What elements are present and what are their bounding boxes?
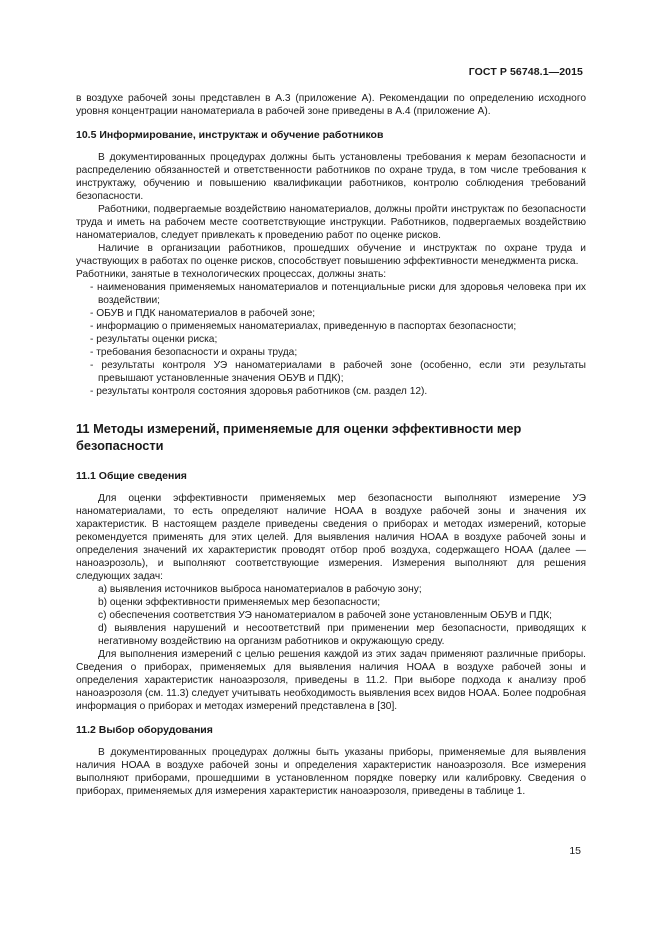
paragraph: В документированных процедурах должны быть указаны приборы, применяемые для выявления наличия НОАА в воздухе рабочей зоны и определения характеристик наноаэрозоля. Все измерения выполняют приборами, прошедшими в установленном порядке поверку или калибровку. Сведения о приборах, применяемых для измерения характеристик наноаэрозоля, приведены в таблице 1. [76, 747, 586, 797]
paragraph: В документированных процедурах должны быть установлены требования к мерам безопасности и распределению обязанностей и ответственности работников по охране труда, в том числе требования к инструктажу, обучению и повышению квалификации работников, контролю соблюдения требований безопасности. [76, 152, 586, 202]
list-item: а) выявления источников выброса наноматериалов в рабочую зону; [98, 584, 422, 595]
paragraph: Для оценки эффективности применяемых мер безопасности выполняют измерение УЭ наноматериалами, то есть определяют наличие НОАА в воздухе рабочей зоны и значения их характеристик. В настоящем разделе приведены сведения о приборах и методах измерений, которые рекомендуется применять для этих целей. Для выявления наличия НОАА в воздухе рабочей зоны и определения значений их характеристик проводят отбор проб воздуха, содержащего НОАА (далее — наноаэрозоль), и выполняют соответствующие измерения. Измерения выполняют для решения следующих задач: [76, 493, 586, 582]
list-item: - результаты контроля состояния здоровья работников (см. раздел 12). [90, 386, 428, 397]
list-item: - информацию о применяемых наноматериалах, приведенную в паспортах безопасности; [90, 321, 517, 332]
page-content [76, 92, 586, 798]
tasks-list [76, 583, 586, 648]
standard-header: ГОСТ Р 56748.1—2015 [468, 66, 583, 78]
section-10-5-heading: 10.5 Информирование, инструктаж и обучение работников [76, 129, 384, 141]
paragraph: Работники, занятые в технологических процессах, должны знать: [76, 269, 387, 280]
section-11-1-heading: 11.1 Общие сведения [76, 470, 187, 482]
paragraph: Для выполнения измерений с целью решения каждой из этих задач применяют различные приборы. Сведения о приборах, применяемых для выявления наличия НОАА в воздухе рабочей зоны и определения характеристик наноаэрозоля, приведены в 11.2. При выборе подхода к анализу проб наноаэрозоля (см. 11.3) следует учитывать необходимость выявления всех видов НОАА. Более подробная информация о приборах и методах измерений представлена в [30]. [76, 649, 586, 712]
list-item: - результаты контроля УЭ наноматериалами в рабочей зоне (особенно, если эти результаты превышают установленные значения ОБУВ и ПДК); [90, 360, 586, 384]
list-item: - требования безопасности и охраны труда; [90, 347, 298, 358]
section-11-heading: 11 Методы измерений, применяемые для оценки эффективности мер безопасности [76, 421, 522, 453]
list-item: b) оценки эффективности применяемых мер безопасности; [98, 597, 381, 608]
list-item: - результаты оценки риска; [90, 334, 218, 345]
list-item: - наименования применяемых наноматериалов и потенциальные риски для здоровья человека при их воздействии; [90, 282, 586, 306]
list-item: с) обеспечения соответствия УЭ наноматериалом в рабочей зоне установленным ОБУВ и ПДК; [98, 610, 552, 621]
paragraph: Наличие в организации работников, прошедших обучение и инструктаж по охране труда и участвующих в работах по оценке рисков, способствует повышению эффективности менеджмента риска. [76, 243, 586, 267]
section-11-2-heading: 11.2 Выбор оборудования [76, 724, 213, 736]
list-item: - ОБУВ и ПДК наноматериалов в рабочей зоне; [90, 308, 316, 319]
knowledge-list [76, 281, 586, 398]
intro-paragraph: в воздухе рабочей зоны представлен в А.3 (приложение А). Рекомендации по определению исходного уровня концентрации наноматериала в рабочей зоне приведены в А.4 (приложение А). [76, 93, 586, 117]
page-number: 15 [569, 845, 581, 857]
list-item: d) выявления нарушений и несоответствий при применении мер безопасности, приводящих к негативному воздействию на организм работников и окружающую среду. [98, 623, 586, 647]
paragraph: Работники, подвергаемые воздействию наноматериалов, должны пройти инструктаж по безопасности труда и иметь на рабочем месте соответствующие инструкции. Работников, подвергаемых воздействию наноматериалов, следует привлекать к проведению работ по оценке рисков. [76, 204, 586, 241]
